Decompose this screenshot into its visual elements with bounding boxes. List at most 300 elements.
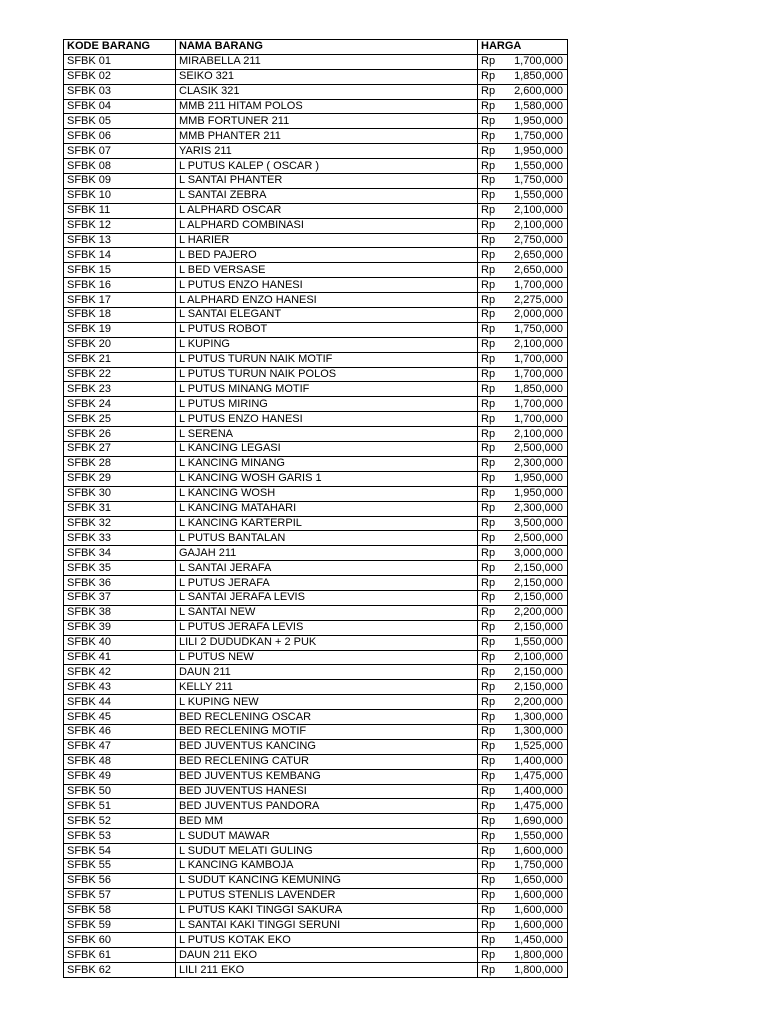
currency-label: Rp	[481, 382, 496, 395]
table-row	[64, 84, 568, 99]
cell-nama-barang: L SANTAI JERAFA	[176, 561, 478, 576]
cell-nama-barang: L PUTUS JERAFA	[176, 576, 478, 591]
currency-label: Rp	[481, 546, 496, 559]
currency-label: Rp	[481, 442, 496, 455]
price-amount: 1,450,000	[514, 933, 563, 946]
cell-harga	[478, 903, 568, 918]
cell-harga	[478, 233, 568, 248]
cell-harga	[478, 546, 568, 561]
price-amount: 2,500,000	[514, 442, 563, 455]
cell-harga	[478, 710, 568, 725]
table-row	[64, 218, 568, 233]
cell-kode-barang: SFBK 31	[64, 501, 176, 516]
cell-nama-barang: L PUTUS MIRING	[176, 397, 478, 412]
currency-label: Rp	[481, 427, 496, 440]
cell-nama-barang: BED JUVENTUS KANCING	[176, 739, 478, 754]
price-amount: 1,650,000	[514, 874, 563, 887]
price-amount: 2,200,000	[514, 695, 563, 708]
cell-kode-barang: SFBK 57	[64, 888, 176, 903]
cell-kode-barang: SFBK 09	[64, 174, 176, 189]
cell-nama-barang: L PUTUS ENZO HANESI	[176, 412, 478, 427]
price-amount: 1,750,000	[514, 323, 563, 336]
currency-label: Rp	[481, 70, 496, 83]
table-row	[64, 665, 568, 680]
price-amount: 1,700,000	[514, 368, 563, 381]
price-amount: 2,100,000	[514, 427, 563, 440]
cell-harga	[478, 129, 568, 144]
cell-harga	[478, 84, 568, 99]
table-row	[64, 501, 568, 516]
currency-label: Rp	[481, 278, 496, 291]
header-kode-barang: KODE BARANG	[64, 40, 176, 55]
cell-harga	[478, 948, 568, 963]
cell-kode-barang: SFBK 21	[64, 352, 176, 367]
cell-harga	[478, 397, 568, 412]
cell-harga	[478, 531, 568, 546]
currency-label: Rp	[481, 576, 496, 589]
cell-kode-barang: SFBK 45	[64, 710, 176, 725]
cell-kode-barang: SFBK 05	[64, 114, 176, 129]
currency-label: Rp	[481, 412, 496, 425]
table-row	[64, 754, 568, 769]
table-row	[64, 412, 568, 427]
cell-nama-barang: L PUTUS JERAFA LEVIS	[176, 620, 478, 635]
currency-label: Rp	[481, 502, 496, 515]
cell-kode-barang: SFBK 29	[64, 471, 176, 486]
cell-nama-barang: L SUDUT MELATI GULING	[176, 844, 478, 859]
cell-harga	[478, 54, 568, 69]
cell-kode-barang: SFBK 34	[64, 546, 176, 561]
cell-kode-barang: SFBK 08	[64, 159, 176, 174]
cell-kode-barang: SFBK 40	[64, 635, 176, 650]
price-amount: 2,600,000	[514, 85, 563, 98]
cell-nama-barang: MMB PHANTER 211	[176, 129, 478, 144]
cell-kode-barang: SFBK 25	[64, 412, 176, 427]
cell-kode-barang: SFBK 27	[64, 442, 176, 457]
cell-nama-barang: L PUTUS ROBOT	[176, 322, 478, 337]
cell-nama-barang: L SUDUT KANCING KEMUNING	[176, 873, 478, 888]
cell-kode-barang: SFBK 20	[64, 337, 176, 352]
cell-nama-barang: L PUTUS NEW	[176, 650, 478, 665]
cell-nama-barang: GAJAH 211	[176, 546, 478, 561]
cell-kode-barang: SFBK 13	[64, 233, 176, 248]
currency-label: Rp	[481, 814, 496, 827]
currency-label: Rp	[481, 904, 496, 917]
cell-harga	[478, 471, 568, 486]
cell-nama-barang: L BED VERSASE	[176, 263, 478, 278]
table-row	[64, 54, 568, 69]
currency-label: Rp	[481, 397, 496, 410]
price-amount: 1,850,000	[514, 70, 563, 83]
cell-nama-barang: L KANCING LEGASI	[176, 442, 478, 457]
table-row	[64, 710, 568, 725]
cell-nama-barang: LILI 2 DUDUDKAN + 2 PUK	[176, 635, 478, 650]
price-amount: 2,275,000	[514, 293, 563, 306]
cell-harga	[478, 367, 568, 382]
cell-nama-barang: L KANCING KARTERPIL	[176, 516, 478, 531]
currency-label: Rp	[481, 323, 496, 336]
table-row	[64, 367, 568, 382]
currency-label: Rp	[481, 368, 496, 381]
cell-kode-barang: SFBK 60	[64, 933, 176, 948]
cell-harga	[478, 382, 568, 397]
table-row	[64, 427, 568, 442]
cell-kode-barang: SFBK 04	[64, 99, 176, 114]
table-row	[64, 114, 568, 129]
currency-label: Rp	[481, 918, 496, 931]
cell-kode-barang: SFBK 56	[64, 873, 176, 888]
cell-kode-barang: SFBK 19	[64, 322, 176, 337]
table-row	[64, 769, 568, 784]
cell-harga	[478, 174, 568, 189]
currency-label: Rp	[481, 844, 496, 857]
cell-harga	[478, 308, 568, 323]
cell-kode-barang: SFBK 14	[64, 248, 176, 263]
price-amount: 2,200,000	[514, 606, 563, 619]
cell-nama-barang: L PUTUS TURUN NAIK MOTIF	[176, 352, 478, 367]
price-amount: 1,800,000	[514, 963, 563, 976]
currency-label: Rp	[481, 472, 496, 485]
cell-kode-barang: SFBK 37	[64, 590, 176, 605]
table-row	[64, 471, 568, 486]
table-row	[64, 531, 568, 546]
table-row	[64, 263, 568, 278]
table-row	[64, 248, 568, 263]
cell-nama-barang: L PUTUS STENLIS LAVENDER	[176, 888, 478, 903]
currency-label: Rp	[481, 665, 496, 678]
cell-harga	[478, 576, 568, 591]
cell-kode-barang: SFBK 15	[64, 263, 176, 278]
cell-kode-barang: SFBK 47	[64, 739, 176, 754]
price-amount: 1,550,000	[514, 636, 563, 649]
cell-kode-barang: SFBK 02	[64, 69, 176, 84]
cell-kode-barang: SFBK 52	[64, 814, 176, 829]
price-amount: 2,100,000	[514, 650, 563, 663]
cell-kode-barang: SFBK 17	[64, 293, 176, 308]
table-row	[64, 486, 568, 501]
price-amount: 2,650,000	[514, 263, 563, 276]
cell-nama-barang: L KANCING WOSH GARIS 1	[176, 471, 478, 486]
currency-label: Rp	[481, 606, 496, 619]
currency-label: Rp	[481, 55, 496, 68]
cell-kode-barang: SFBK 44	[64, 695, 176, 710]
table-row	[64, 129, 568, 144]
table-row	[64, 903, 568, 918]
currency-label: Rp	[481, 516, 496, 529]
cell-harga	[478, 412, 568, 427]
cell-harga	[478, 159, 568, 174]
cell-harga	[478, 724, 568, 739]
currency-label: Rp	[481, 129, 496, 142]
currency-label: Rp	[481, 680, 496, 693]
header-row	[64, 40, 568, 55]
cell-kode-barang: SFBK 39	[64, 620, 176, 635]
cell-nama-barang: DAUN 211 EKO	[176, 948, 478, 963]
table-row	[64, 948, 568, 963]
cell-nama-barang: L KUPING NEW	[176, 695, 478, 710]
price-amount: 2,300,000	[514, 457, 563, 470]
cell-harga	[478, 218, 568, 233]
price-amount: 3,000,000	[514, 546, 563, 559]
price-amount: 1,525,000	[514, 740, 563, 753]
table-body	[64, 54, 568, 977]
cell-nama-barang: BED MM	[176, 814, 478, 829]
price-amount: 1,950,000	[514, 487, 563, 500]
currency-label: Rp	[481, 933, 496, 946]
currency-label: Rp	[481, 561, 496, 574]
cell-kode-barang: SFBK 49	[64, 769, 176, 784]
currency-label: Rp	[481, 487, 496, 500]
table-row	[64, 814, 568, 829]
price-amount: 1,700,000	[514, 55, 563, 68]
table-row	[64, 888, 568, 903]
cell-harga	[478, 486, 568, 501]
cell-nama-barang: L ALPHARD ENZO HANESI	[176, 293, 478, 308]
table-row	[64, 918, 568, 933]
cell-kode-barang: SFBK 28	[64, 456, 176, 471]
table-row	[64, 799, 568, 814]
cell-nama-barang: L SANTAI ELEGANT	[176, 308, 478, 323]
cell-nama-barang: L HARIER	[176, 233, 478, 248]
cell-kode-barang: SFBK 55	[64, 858, 176, 873]
price-amount: 1,400,000	[514, 784, 563, 797]
cell-harga	[478, 858, 568, 873]
cell-nama-barang: MIRABELLA 211	[176, 54, 478, 69]
currency-label: Rp	[481, 874, 496, 887]
price-amount: 1,700,000	[514, 353, 563, 366]
table-row	[64, 963, 568, 978]
cell-harga	[478, 650, 568, 665]
cell-nama-barang: L SERENA	[176, 427, 478, 442]
currency-label: Rp	[481, 859, 496, 872]
price-amount: 1,700,000	[514, 397, 563, 410]
cell-nama-barang: L PUTUS ENZO HANESI	[176, 278, 478, 293]
cell-harga	[478, 248, 568, 263]
cell-harga	[478, 605, 568, 620]
currency-label: Rp	[481, 948, 496, 961]
price-amount: 3,500,000	[514, 516, 563, 529]
table-row	[64, 576, 568, 591]
currency-label: Rp	[481, 308, 496, 321]
currency-label: Rp	[481, 338, 496, 351]
table-row	[64, 858, 568, 873]
cell-kode-barang: SFBK 41	[64, 650, 176, 665]
price-amount: 1,600,000	[514, 904, 563, 917]
price-amount: 2,150,000	[514, 576, 563, 589]
cell-harga	[478, 144, 568, 159]
price-amount: 1,300,000	[514, 725, 563, 738]
currency-label: Rp	[481, 621, 496, 634]
cell-kode-barang: SFBK 30	[64, 486, 176, 501]
table-row	[64, 516, 568, 531]
cell-nama-barang: L SANTAI ZEBRA	[176, 188, 478, 203]
currency-label: Rp	[481, 755, 496, 768]
table-row	[64, 442, 568, 457]
currency-label: Rp	[481, 457, 496, 470]
cell-harga	[478, 680, 568, 695]
cell-kode-barang: SFBK 50	[64, 784, 176, 799]
currency-label: Rp	[481, 85, 496, 98]
cell-harga	[478, 337, 568, 352]
currency-label: Rp	[481, 189, 496, 202]
currency-label: Rp	[481, 784, 496, 797]
cell-nama-barang: L PUTUS KAKI TINGGI SAKURA	[176, 903, 478, 918]
table-row	[64, 680, 568, 695]
table-row	[64, 590, 568, 605]
cell-nama-barang: L PUTUS KALEP ( OSCAR )	[176, 159, 478, 174]
cell-nama-barang: DAUN 211	[176, 665, 478, 680]
price-list-table	[63, 39, 568, 978]
cell-kode-barang: SFBK 46	[64, 724, 176, 739]
cell-kode-barang: SFBK 03	[64, 84, 176, 99]
table-row	[64, 144, 568, 159]
table-row	[64, 352, 568, 367]
table-row	[64, 278, 568, 293]
price-amount: 1,950,000	[514, 472, 563, 485]
currency-label: Rp	[481, 100, 496, 112]
price-amount: 1,750,000	[514, 859, 563, 872]
price-amount: 2,650,000	[514, 248, 563, 261]
table-row	[64, 784, 568, 799]
header-harga: HARGA	[478, 40, 568, 55]
table-row	[64, 337, 568, 352]
price-amount: 2,500,000	[514, 531, 563, 544]
price-amount: 1,600,000	[514, 918, 563, 931]
cell-harga	[478, 352, 568, 367]
cell-kode-barang: SFBK 01	[64, 54, 176, 69]
cell-nama-barang: BED JUVENTUS PANDORA	[176, 799, 478, 814]
cell-harga	[478, 203, 568, 218]
cell-kode-barang: SFBK 54	[64, 844, 176, 859]
cell-kode-barang: SFBK 24	[64, 397, 176, 412]
currency-label: Rp	[481, 114, 496, 127]
cell-nama-barang: L KANCING WOSH	[176, 486, 478, 501]
currency-label: Rp	[481, 889, 496, 902]
price-amount: 1,580,000	[514, 100, 563, 112]
currency-label: Rp	[481, 204, 496, 217]
currency-label: Rp	[481, 799, 496, 812]
cell-nama-barang: BED JUVENTUS HANESI	[176, 784, 478, 799]
cell-nama-barang: L KANCING MINANG	[176, 456, 478, 471]
currency-label: Rp	[481, 829, 496, 842]
cell-kode-barang: SFBK 58	[64, 903, 176, 918]
cell-nama-barang: L PUTUS MINANG MOTIF	[176, 382, 478, 397]
price-amount: 1,850,000	[514, 382, 563, 395]
cell-kode-barang: SFBK 07	[64, 144, 176, 159]
cell-nama-barang: L SANTAI JERAFA LEVIS	[176, 590, 478, 605]
cell-nama-barang: KELLY 211	[176, 680, 478, 695]
price-amount: 1,950,000	[514, 114, 563, 127]
cell-harga	[478, 963, 568, 978]
price-amount: 1,600,000	[514, 844, 563, 857]
currency-label: Rp	[481, 353, 496, 366]
cell-harga	[478, 501, 568, 516]
table-row	[64, 99, 568, 114]
table-row	[64, 829, 568, 844]
cell-nama-barang: L SUDUT MAWAR	[176, 829, 478, 844]
cell-harga	[478, 114, 568, 129]
price-amount: 1,950,000	[514, 144, 563, 157]
cell-kode-barang: SFBK 61	[64, 948, 176, 963]
cell-harga	[478, 516, 568, 531]
cell-harga	[478, 695, 568, 710]
cell-nama-barang: L ALPHARD COMBINASI	[176, 218, 478, 233]
cell-harga	[478, 322, 568, 337]
cell-harga	[478, 918, 568, 933]
table-row	[64, 873, 568, 888]
cell-harga	[478, 799, 568, 814]
currency-label: Rp	[481, 740, 496, 753]
price-amount: 1,400,000	[514, 755, 563, 768]
table-row	[64, 695, 568, 710]
cell-nama-barang: L PUTUS BANTALAN	[176, 531, 478, 546]
cell-nama-barang: SEIKO 321	[176, 69, 478, 84]
table-row	[64, 724, 568, 739]
cell-harga	[478, 263, 568, 278]
cell-kode-barang: SFBK 11	[64, 203, 176, 218]
price-amount: 1,550,000	[514, 829, 563, 842]
cell-nama-barang: MMB 211 HITAM POLOS	[176, 99, 478, 114]
table-row	[64, 293, 568, 308]
cell-harga	[478, 844, 568, 859]
table-row	[64, 203, 568, 218]
table-row	[64, 635, 568, 650]
cell-kode-barang: SFBK 23	[64, 382, 176, 397]
cell-nama-barang: L BED PAJERO	[176, 248, 478, 263]
currency-label: Rp	[481, 695, 496, 708]
currency-label: Rp	[481, 591, 496, 604]
price-amount: 2,150,000	[514, 561, 563, 574]
price-amount: 2,300,000	[514, 502, 563, 515]
cell-nama-barang: MMB FORTUNER 211	[176, 114, 478, 129]
table-row	[64, 397, 568, 412]
price-amount: 1,550,000	[514, 189, 563, 202]
currency-label: Rp	[481, 263, 496, 276]
table-row	[64, 456, 568, 471]
header-nama-barang: NAMA BARANG	[176, 40, 478, 55]
table-row	[64, 933, 568, 948]
price-amount: 1,700,000	[514, 412, 563, 425]
cell-kode-barang: SFBK 59	[64, 918, 176, 933]
table-row	[64, 308, 568, 323]
cell-kode-barang: SFBK 26	[64, 427, 176, 442]
cell-kode-barang: SFBK 18	[64, 308, 176, 323]
table-row	[64, 739, 568, 754]
currency-label: Rp	[481, 531, 496, 544]
cell-harga	[478, 620, 568, 635]
cell-nama-barang: L SANTAI NEW	[176, 605, 478, 620]
table-row	[64, 561, 568, 576]
cell-harga	[478, 754, 568, 769]
price-amount: 2,150,000	[514, 665, 563, 678]
currency-label: Rp	[481, 219, 496, 232]
price-amount: 1,475,000	[514, 799, 563, 812]
cell-harga	[478, 784, 568, 799]
cell-harga	[478, 635, 568, 650]
cell-nama-barang: L SANTAI KAKI TINGGI SERUNI	[176, 918, 478, 933]
price-amount: 2,100,000	[514, 338, 563, 351]
price-amount: 1,700,000	[514, 278, 563, 291]
currency-label: Rp	[481, 159, 496, 172]
table-row	[64, 605, 568, 620]
cell-kode-barang: SFBK 48	[64, 754, 176, 769]
cell-harga	[478, 933, 568, 948]
cell-kode-barang: SFBK 36	[64, 576, 176, 591]
cell-kode-barang: SFBK 12	[64, 218, 176, 233]
cell-nama-barang: L PUTUS KOTAK EKO	[176, 933, 478, 948]
cell-harga	[478, 293, 568, 308]
cell-harga	[478, 427, 568, 442]
